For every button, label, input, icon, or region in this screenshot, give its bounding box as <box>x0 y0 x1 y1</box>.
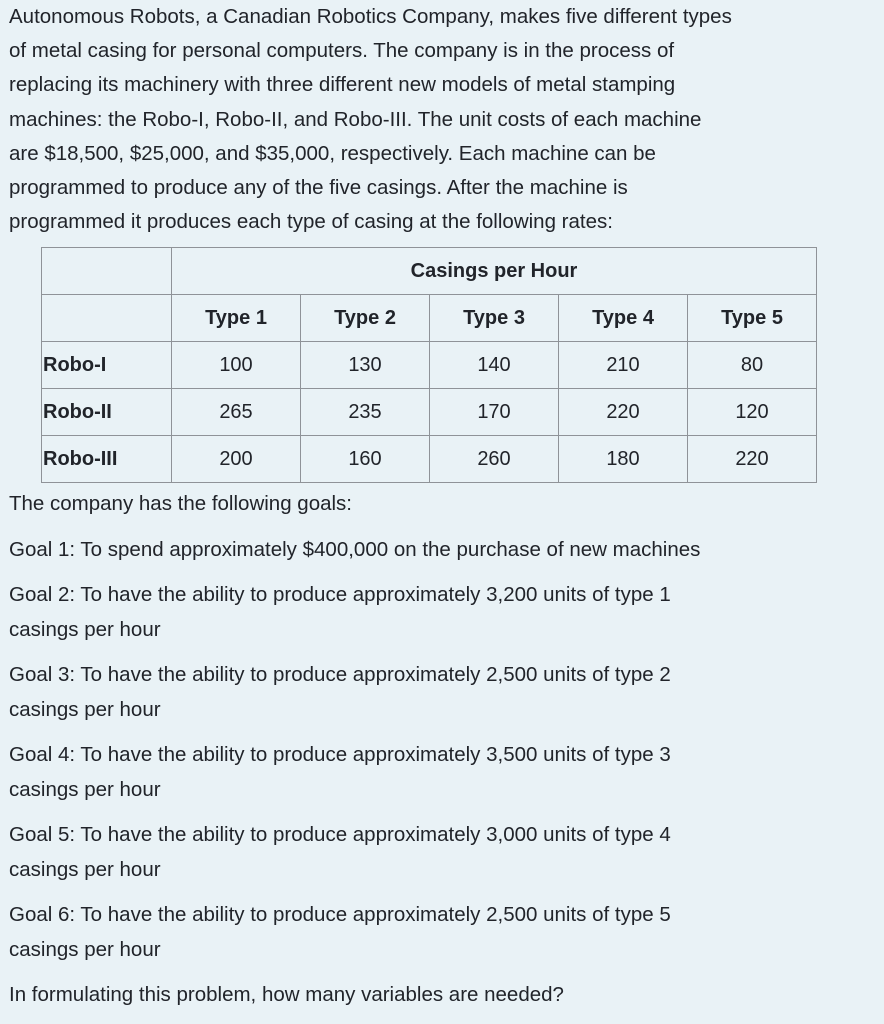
goal-line: Goal 4: To have the ability to produce approximately 3,500 units of type 3 <box>9 743 671 766</box>
goal-2 <box>9 578 874 647</box>
row-label-robo-iii: Robo-III <box>42 436 172 483</box>
table-cell: 140 <box>430 342 559 389</box>
column-header-type-5: Type 5 <box>688 295 817 342</box>
intro-paragraph <box>9 0 874 239</box>
goal-5 <box>9 818 874 887</box>
goals-intro-text: The company has the following goals: <box>9 492 353 515</box>
intro-line: are $18,500, $25,000, and $35,000, respectively. Each machine can be <box>9 141 656 165</box>
table-cell: 260 <box>430 436 559 483</box>
intro-line: of metal casing for personal computers. The company is in the process of <box>9 39 675 63</box>
column-header-type-3: Type 3 <box>430 295 559 342</box>
goal-line: casings per hour <box>9 697 161 721</box>
goal-6 <box>9 898 874 967</box>
table-cell: 200 <box>172 436 301 483</box>
table-cell: 235 <box>301 389 430 436</box>
question-text <box>9 978 874 1013</box>
intro-line: programmed it produces each type of casing at the following rates: <box>9 210 613 234</box>
goal-line: casings per hour <box>9 777 161 801</box>
column-header-type-1: Type 1 <box>172 295 301 342</box>
table-cell: 180 <box>559 436 688 483</box>
row-label-robo-ii: Robo-II <box>42 389 172 436</box>
intro-line: machines: the Robo-I, Robo-II, and Robo-III. The unit costs of each machine <box>9 107 702 131</box>
table-row <box>42 389 817 436</box>
table-group-header-row <box>42 248 817 295</box>
table-corner-cell <box>42 295 172 342</box>
table-cell: 80 <box>688 342 817 389</box>
intro-line: Autonomous Robots, a Canadian Robotics Company, makes five different types <box>9 5 732 28</box>
table-cell: 160 <box>301 436 430 483</box>
goal-line: Goal 2: To have the ability to produce approximately 3,200 units of type 1 <box>9 583 671 606</box>
goal-4 <box>9 738 874 807</box>
goal-line: Goal 3: To have the ability to produce approximately 2,500 units of type 2 <box>9 663 671 686</box>
table-cell: 130 <box>301 342 430 389</box>
question-line: In formulating this problem, how many variables are needed? <box>9 983 564 1006</box>
goal-line: casings per hour <box>9 937 161 961</box>
column-header-type-4: Type 4 <box>559 295 688 342</box>
table-row <box>42 436 817 483</box>
table-row <box>42 342 817 389</box>
table-cell: 265 <box>172 389 301 436</box>
goal-line: casings per hour <box>9 617 161 641</box>
casings-rate-table <box>41 247 817 483</box>
table-corner-cell <box>42 248 172 295</box>
row-label-robo-i: Robo-I <box>42 342 172 389</box>
goal-1 <box>9 533 874 568</box>
intro-line: replacing its machinery with three different new models of metal stamping <box>9 73 676 97</box>
goal-3 <box>9 658 874 727</box>
goal-line: Goal 5: To have the ability to produce approximately 3,000 units of type 4 <box>9 823 671 846</box>
table-cell: 120 <box>688 389 817 436</box>
goal-line: casings per hour <box>9 857 161 881</box>
column-header-type-2: Type 2 <box>301 295 430 342</box>
goal-line: Goal 6: To have the ability to produce approximately 2,500 units of type 5 <box>9 903 671 926</box>
intro-line: programmed to produce any of the five casings. After the machine is <box>9 176 628 200</box>
goal-line: Goal 1: To spend approximately $400,000 on the purchase of new machines <box>9 538 701 561</box>
table-cell: 220 <box>688 436 817 483</box>
table-cell: 100 <box>172 342 301 389</box>
table-cell: 220 <box>559 389 688 436</box>
goals-intro <box>9 487 874 521</box>
table-cell: 170 <box>430 389 559 436</box>
table-column-header-row <box>42 295 817 342</box>
casings-per-hour-header: Casings per Hour <box>172 248 817 295</box>
table-cell: 210 <box>559 342 688 389</box>
